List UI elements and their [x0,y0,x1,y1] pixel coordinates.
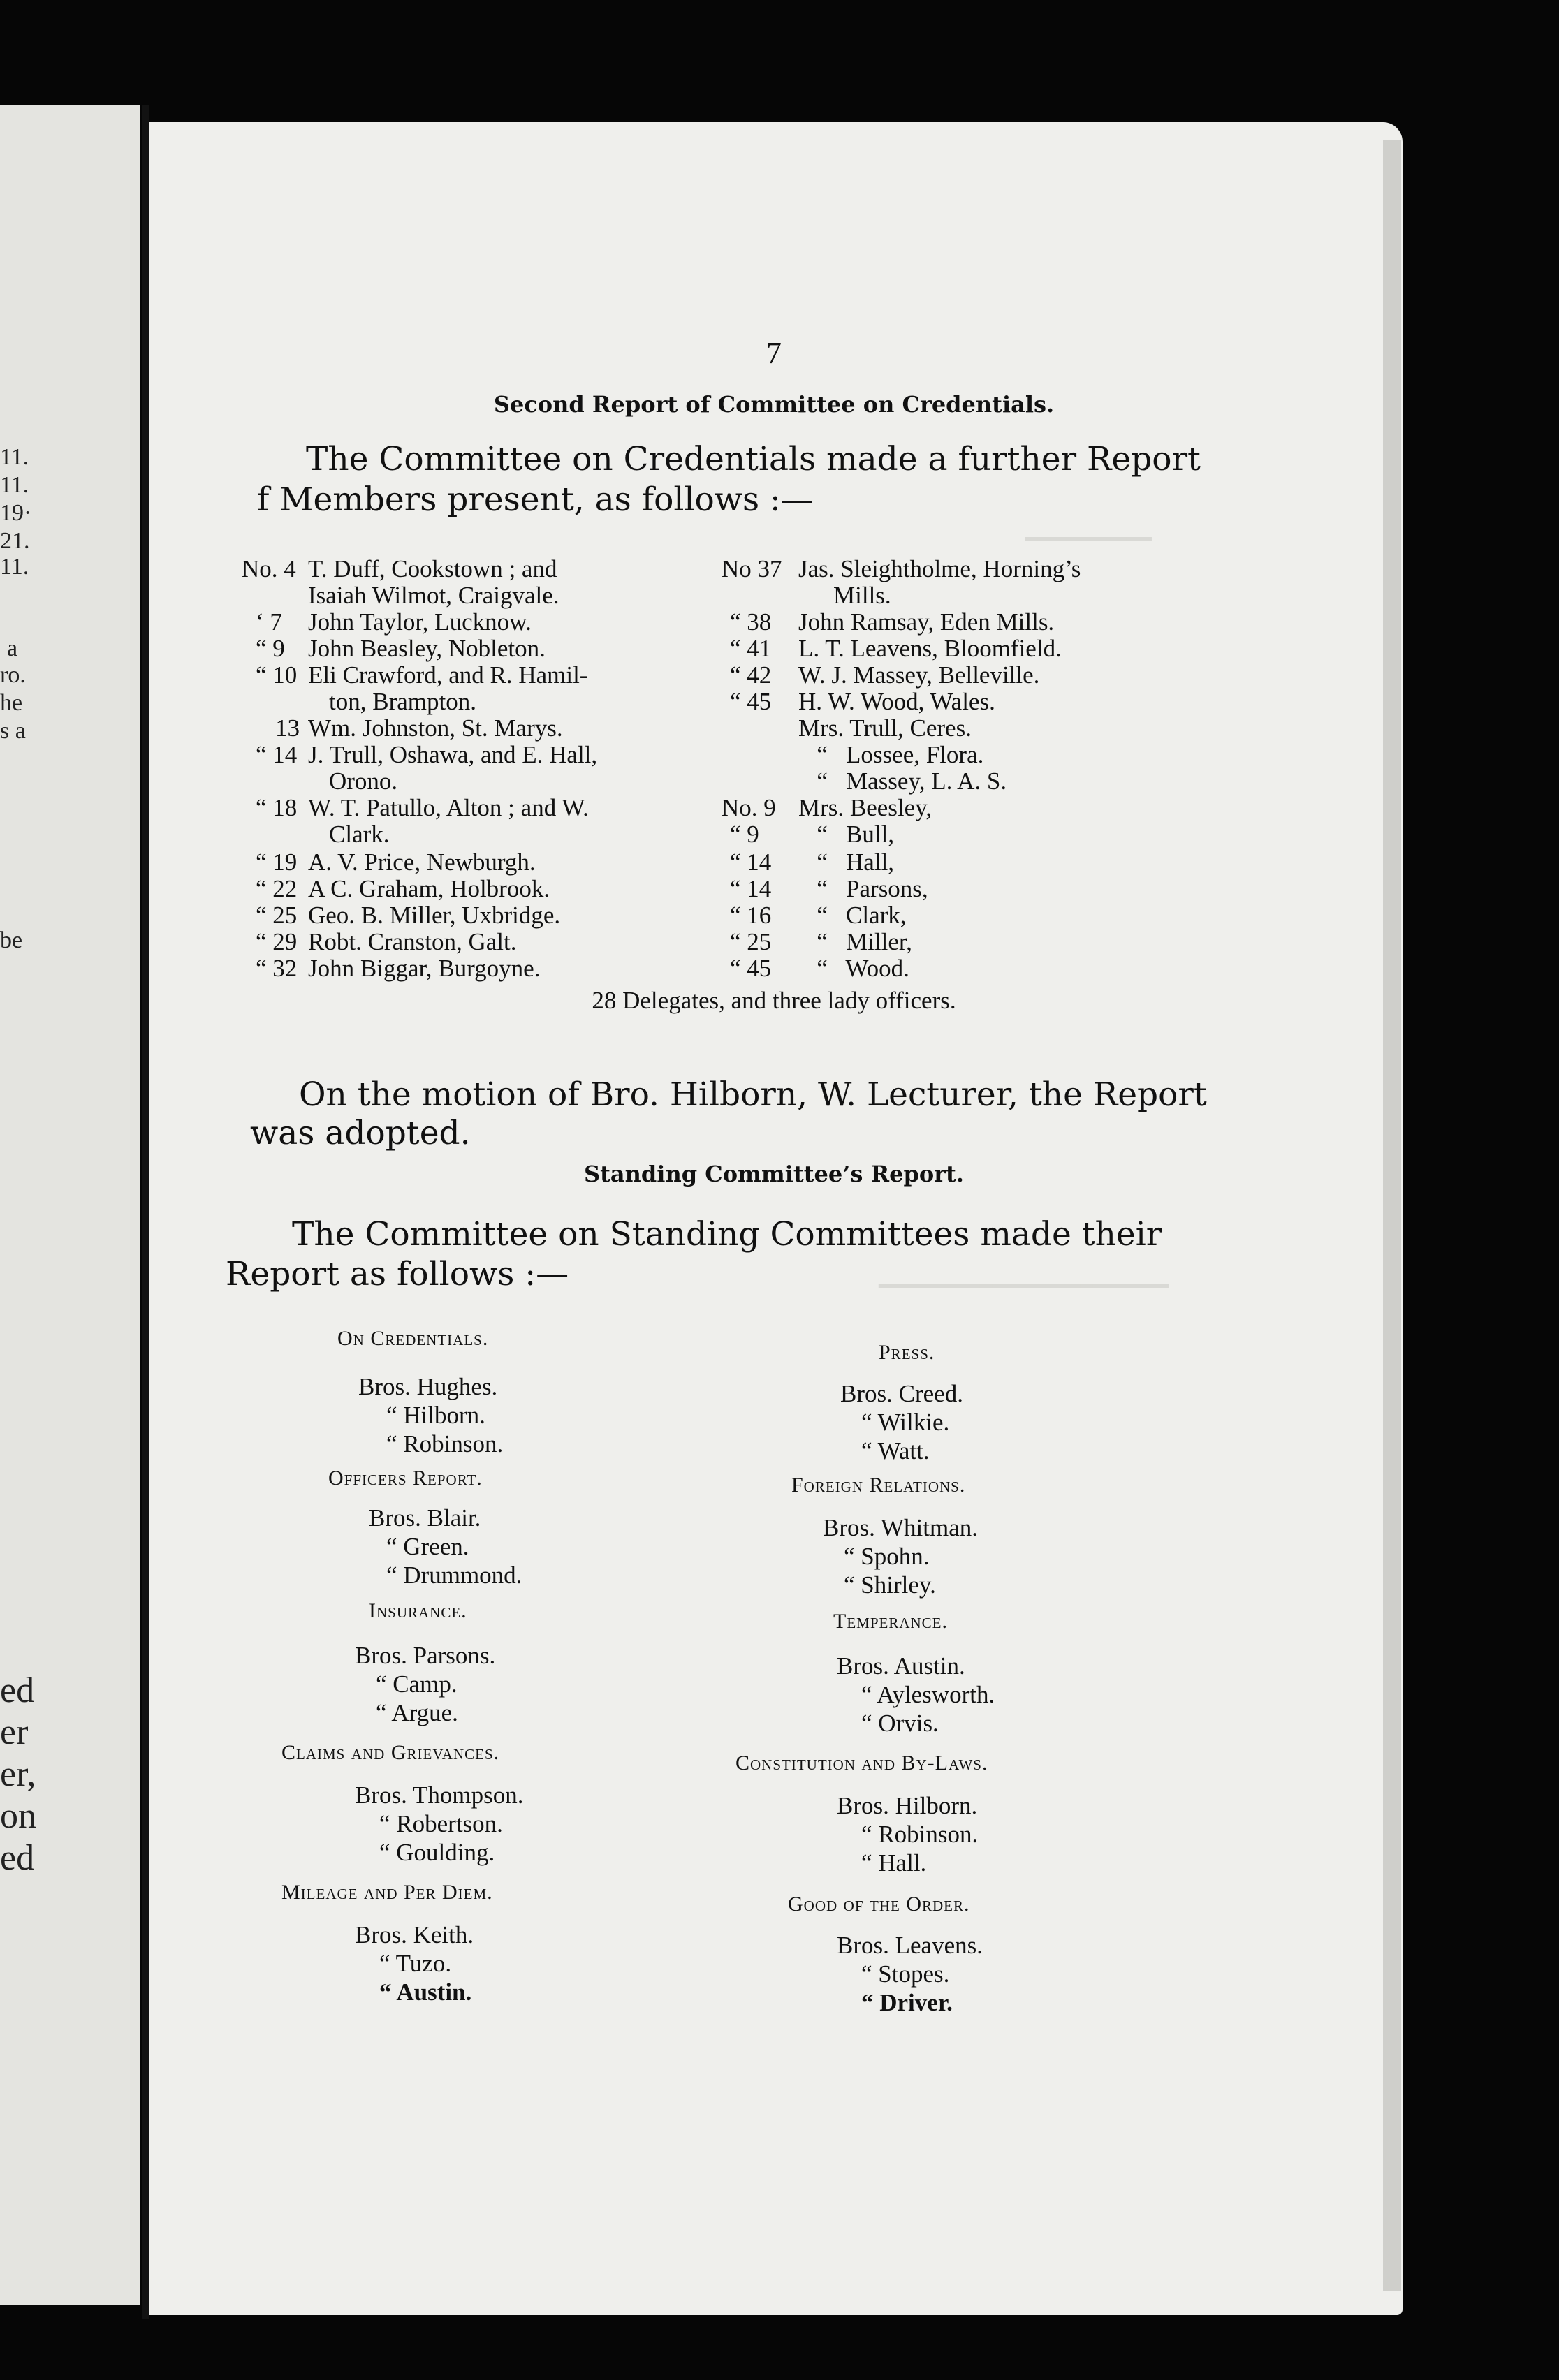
committee-title: Insurance. [369,1599,467,1622]
adjacent-page-fragment: 11. [0,554,29,580]
committee-member: Bros. Keith. [355,1921,474,1948]
member-name: “ Massey, L. A. S. [798,767,1007,795]
committee-member: “ Green. [386,1533,469,1560]
adjacent-page-fragment: 19· [0,500,32,526]
committee-member: “ Spohn. [844,1543,930,1570]
committee-member: “ Aylesworth. [861,1681,995,1708]
lodge-number: No 37 [722,555,782,582]
motion-line2: was adopted. [250,1114,471,1152]
committee-member: Bros. Hughes. [358,1373,498,1400]
member-name: Orono. [329,767,398,795]
member-name: W. J. Massey, Belleville. [798,661,1040,689]
member-name: Geo. B. Miller, Uxbridge. [308,902,561,929]
committee-member: “ Austin. [379,1978,472,2006]
adjacent-page-fragment: 11. [0,472,29,498]
committee-member: “ Orvis. [861,1710,939,1737]
committee-member: Bros. Parsons. [355,1642,496,1669]
member-name: Mrs. Trull, Ceres. [798,714,972,742]
committee-member: “ Robinson. [386,1430,504,1457]
motion-line1: On the motion of Bro. Hilborn, W. Lecturer, the Report [299,1075,1207,1114]
document-page: ━━━━━━━━━━ ━━━━━━━━━━━━━━━━━━━━━━━ 7 Second Report of Committee on Credentials. The Committee on Credentials made a further Report f Members present, as follows :— No. 4 T. Duff, Cookstown ; and Isaiah Wilmot, Craigvale. ‘ 7 John Taylor, Lucknow. “ 9 John Beasley, Nobleton. “ 10 Eli Crawford, and R. Hamil- ton, Brampton. 13 Wm. Johnston, St. Marys. “ 14 J. Trull, Oshawa, and E. Hall, Orono. “ 18 W. T. Patullo, Alton ; and W. Clark. “ 19 A. V. Price, Newburgh. “ 22 A C. Graham, Holbrook. “ 25 Geo. B. Miller, Uxbridge. “ 29 Robt. Cranston, Galt. “ 32 John Biggar, Burgoyne. No 37 Jas. Sleightholme, Horning’s Mills. “ 38 John Ramsay, Eden Mills. “ 41 L. T. Leavens, Bloomfield. “ 42 W. J. Massey, Belleville. “ 45 H. W. Wood, Wales. Mrs. Trull, Ceres. “ Lossee, Flora. “ Massey, L. A. S. No. 9 Mrs. Beesley, “ 9 “ Bull, “ 14 “ Hall, “ 14 “ Parsons, “ 16 “ Clark, “ 25 “ Miller, “ 45 “ Wood. 28 Delegates, and three lady officers. On the motion of Bro. Hilborn, W. Lecturer, the Report was adopted. Standing Committee’s Report. The Committee on Standing Committees made their Report as follows :— On Credentials. Bros. Hughes. “ Hilborn. “ Robinson. Officers Report. Bros. Blair. “ Green. “ Drummond. Insurance. Bros. Parsons. “ Camp. “ Argue. Claims and Grievances. Bros. Thompson. “ Robertson. “ Goulding. Mileage and Per Diem. Bros. Keith. “ Tuzo. “ Austin. Press. Bros. Creed. “ Wilkie. “ Watt. Foreign Relations. Bros. Whitman. “ Spohn. “ Shirley. Temperance. Bros. Austin. “ Aylesworth. “ Orvis. Constitution and By-Laws. Bros. Hilborn. “ Robinson. “ Hall. Good of the Order. Bros. Leavens. “ Stopes. “ Driver. [145,122,1403,2315]
member-name: L. T. Leavens, Bloomfield. [798,635,1062,662]
lodge-number: “ 14 [256,741,298,768]
standing-heading: Standing Committee’s Report. [584,1161,964,1187]
lodge-number: “ 25 [730,928,772,955]
committee-member: Bros. Thompson. [355,1782,524,1809]
member-name: Clark. [329,821,390,848]
adjacent-page-fragment: s a [0,718,26,744]
member-name: W. T. Patullo, Alton ; and W. [308,794,589,821]
credentials-heading: Second Report of Committee on Credentials. [493,391,1055,418]
lodge-number: “ 9 [256,635,285,662]
adjacent-page-strip [0,105,140,2305]
adjacent-page-fragment: on [0,1796,36,1836]
committee-title: Good of the Order. [788,1893,970,1916]
committee-member: “ Robertson. [379,1810,503,1837]
lodge-number: “ 18 [256,794,298,821]
adjacent-page-fragment: 11. [0,444,29,470]
member-name: John Biggar, Burgoyne. [308,955,541,982]
committee-title: Constitution and By-Laws. [735,1751,988,1775]
member-name: A C. Graham, Holbrook. [308,875,550,902]
adjacent-page-fragment: 21. [0,528,30,554]
credentials-intro-line2: f Members present, as follows :— [257,480,814,519]
member-name: Isaiah Wilmot, Craigvale. [308,582,559,609]
adjacent-page-fragment: he [0,690,23,716]
member-name: A. V. Price, Newburgh. [308,849,536,876]
committee-member: “ Tuzo. [379,1950,452,1977]
lodge-number: “ 45 [730,955,772,982]
committee-title: Press. [879,1341,935,1364]
member-name: Mrs. Beesley, [798,794,932,821]
lodge-number: “ 19 [256,849,298,876]
committee-title: Officers Report. [328,1467,483,1490]
standing-intro-line1: The Committee on Standing Committees made their [292,1215,1162,1254]
standing-intro-line2: Report as follows :— [226,1255,569,1293]
lodge-number: ‘ 7 [256,608,282,636]
page-edge [1383,140,1401,2291]
committee-member: Bros. Creed. [840,1380,963,1407]
member-name: Wm. Johnston, St. Marys. [308,714,563,742]
member-name: “ Parsons, [798,875,928,902]
page-number: 7 [766,336,782,370]
committee-title: Claims and Grievances. [281,1741,500,1764]
lodge-number: “ 45 [730,688,772,715]
committee-member: “ Hall. [861,1849,927,1876]
member-name: J. Trull, Oshawa, and E. Hall, [308,741,598,768]
committee-member: “ Stopes. [861,1960,950,1988]
member-name: T. Duff, Cookstown ; and [308,555,557,582]
member-name: “ Wood. [798,955,909,982]
committee-title: Foreign Relations. [791,1474,966,1497]
member-name: ton, Brampton. [329,688,476,715]
lodge-number: “ 25 [256,902,298,929]
committee-member: Bros. Whitman. [823,1514,978,1541]
committee-member: Bros. Hilborn. [837,1792,978,1819]
lodge-number: “ 38 [730,608,772,636]
lodge-number: No. 9 [722,794,776,821]
committee-member: “ Goulding. [379,1839,495,1866]
adjacent-page-fragment: be [0,927,23,953]
member-name: H. W. Wood, Wales. [798,688,995,715]
lodge-number: “ 16 [730,902,772,929]
delegate-total: 28 Delegates, and three lady officers. [592,987,956,1014]
committee-member: “ Shirley. [844,1571,936,1599]
committee-member: Bros. Blair. [369,1504,481,1531]
committee-title: Mileage and Per Diem. [281,1881,493,1904]
committee-member: “ Watt. [861,1437,930,1464]
adjacent-page-fragment: er, [0,1754,36,1794]
lodge-number: “ 22 [256,875,298,902]
lodge-number: No. 4 [242,555,296,582]
member-name: “ Miller, [798,928,912,955]
committee-member: Bros. Leavens. [837,1932,983,1959]
committee-member: “ Robinson. [861,1821,979,1848]
member-name: “ Lossee, Flora. [798,741,984,768]
committee-title: On Credentials. [337,1327,489,1350]
committee-member: “ Hilborn. [386,1402,485,1429]
member-name: Eli Crawford, and R. Hamil- [308,661,588,689]
member-name: “ Bull, [798,821,895,848]
committee-member: Bros. Austin. [837,1652,965,1680]
committee-member: “ Driver. [861,1989,953,2016]
adjacent-page-fragment: ed [0,1838,35,1878]
adjacent-page-fragment: ro. [0,662,26,688]
lodge-number: “ 42 [730,661,772,689]
lodge-number: 13 [275,714,300,742]
committee-member: “ Wilkie. [861,1409,950,1436]
member-name: Jas. Sleightholme, Horning’s [798,555,1081,582]
adjacent-page-fragment: ed [0,1670,35,1710]
member-name: Robt. Cranston, Galt. [308,928,517,955]
member-name: “ Clark, [798,902,907,929]
committee-member: “ Argue. [376,1699,458,1726]
lodge-number: “ 14 [730,875,772,902]
lodge-number: “ 41 [730,635,772,662]
lodge-number: “ 10 [256,661,298,689]
committee-title: Temperance. [833,1610,949,1633]
lodge-number: “ 9 [730,821,759,848]
lodge-number: “ 32 [256,955,298,982]
committee-member: “ Camp. [376,1670,458,1698]
adjacent-page-fragment: a [7,636,18,661]
book-spine-shadow [142,105,149,2319]
member-name: John Taylor, Lucknow. [308,608,532,636]
lodge-number: “ 29 [256,928,298,955]
credentials-intro-line1: The Committee on Credentials made a further Report [306,440,1201,478]
committee-member: “ Drummond. [386,1562,522,1589]
member-name: Mills. [833,582,891,609]
member-name: John Beasley, Nobleton. [308,635,546,662]
lodge-number: “ 14 [730,849,772,876]
adjacent-page-fragment: er [0,1712,29,1752]
member-name: John Ramsay, Eden Mills. [798,608,1055,636]
member-name: “ Hall, [798,849,895,876]
